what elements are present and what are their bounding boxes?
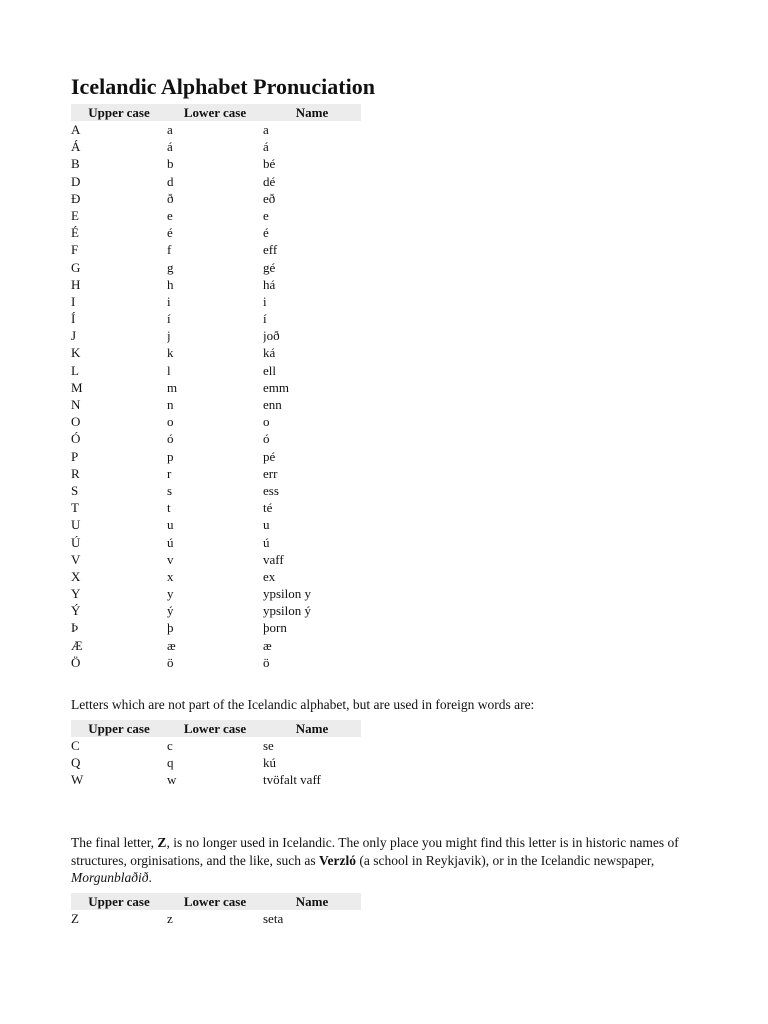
cell-name: u: [263, 517, 270, 533]
table-row: [71, 585, 361, 602]
cell-upper-case: E: [71, 207, 79, 223]
cell-lower-case: o: [167, 414, 174, 430]
cell-lower-case: u: [167, 517, 174, 533]
table-header: [71, 104, 361, 121]
cell-lower-case: y: [167, 586, 174, 602]
cell-lower-case: b: [167, 156, 174, 172]
table-row: [71, 430, 361, 447]
cell-lower-case: z: [167, 911, 173, 926]
cell-name: tvöfalt vaff: [263, 772, 321, 788]
table-row: [71, 259, 361, 276]
table-row: [71, 379, 361, 396]
verzlo-bold: Verzló: [318, 852, 356, 868]
cell-upper-case: Æ: [71, 637, 83, 653]
table-row: [71, 534, 361, 551]
table-body: [71, 737, 361, 789]
cell-name: kú: [263, 755, 276, 771]
cell-name: ká: [263, 345, 276, 361]
cell-upper-case: S: [71, 482, 79, 498]
cell-name: vaff: [263, 551, 284, 567]
table-row: [71, 155, 361, 172]
cell-name: ess: [263, 482, 279, 498]
cell-name: pé: [263, 448, 276, 464]
cell-lower-case: t: [167, 500, 171, 516]
cell-name: emm: [263, 379, 289, 395]
cell-lower-case: p: [167, 448, 174, 464]
table-row: [71, 771, 361, 788]
table-row: [71, 910, 361, 927]
foreign-letters-intro: Letters which are not part of the Icelandic alphabet, but are used in foreign words are:: [71, 697, 535, 712]
cell-lower-case: x: [167, 568, 174, 584]
cell-name: a: [263, 122, 269, 137]
cell-lower-case: n: [167, 397, 174, 412]
cell-lower-case: c: [167, 738, 173, 753]
cell-lower-case: í: [167, 311, 171, 327]
cell-lower-case: s: [167, 482, 173, 498]
table-row: [71, 310, 361, 327]
table-row: [71, 448, 361, 465]
cell-upper-case: F: [71, 242, 79, 258]
cell-name: ó: [263, 431, 270, 447]
cell-upper-case: T: [71, 500, 79, 516]
cell-upper-case: A: [71, 122, 81, 137]
cell-upper-case: Ð: [71, 190, 81, 206]
cell-upper-case: L: [71, 362, 79, 378]
cell-lower-case: e: [167, 207, 173, 223]
cell-upper-case: Ó: [71, 431, 81, 447]
cell-name: é: [263, 225, 269, 241]
header-name: Name: [295, 105, 329, 120]
cell-upper-case: D: [71, 173, 81, 189]
table-row: [71, 413, 361, 430]
cell-name: o: [263, 414, 270, 430]
para-text: The final letter,: [71, 835, 158, 850]
cell-upper-case: Í: [71, 311, 76, 327]
table-row: [71, 499, 361, 516]
final-letter-table: [71, 893, 361, 927]
table-row: [71, 241, 361, 258]
cell-lower-case: r: [167, 465, 172, 481]
cell-name: enn: [263, 397, 282, 412]
table-row: [71, 568, 361, 585]
cell-name: err: [263, 465, 278, 481]
cell-name: joð: [263, 328, 280, 344]
table-row: [71, 654, 361, 671]
cell-lower-case: á: [167, 139, 173, 155]
cell-upper-case: C: [71, 738, 80, 753]
cell-name: ell: [263, 362, 276, 378]
newspaper-name-italic: Morgunblaðið: [71, 870, 149, 885]
cell-name: há: [263, 276, 276, 292]
cell-name: bé: [263, 156, 276, 172]
cell-name: té: [263, 500, 273, 516]
cell-lower-case: d: [167, 173, 174, 189]
table-row: [71, 602, 361, 619]
table-row: [71, 327, 361, 344]
header-name: Name: [295, 721, 329, 736]
table-row: [71, 138, 361, 155]
cell-upper-case: Ý: [71, 603, 81, 619]
cell-upper-case: G: [71, 259, 81, 275]
cell-lower-case: a: [167, 122, 173, 137]
cell-lower-case: j: [167, 328, 171, 344]
table-body: [71, 910, 361, 927]
cell-upper-case: X: [71, 568, 81, 584]
cell-lower-case: f: [167, 242, 172, 258]
cell-upper-case: O: [71, 414, 81, 430]
cell-upper-case: M: [71, 379, 83, 395]
cell-lower-case: h: [167, 276, 174, 292]
table-row: [71, 121, 361, 138]
cell-lower-case: ð: [167, 190, 174, 206]
cell-lower-case: g: [167, 259, 174, 275]
cell-name: se: [263, 738, 274, 753]
table-row: [71, 551, 361, 568]
cell-lower-case: w: [167, 772, 177, 788]
final-letter-paragraph: [71, 834, 711, 887]
table-row: [71, 344, 361, 361]
cell-upper-case: H: [71, 276, 81, 292]
table-row: [71, 482, 361, 499]
table-row: [71, 224, 361, 241]
cell-name: ú: [263, 534, 270, 550]
table-row: [71, 362, 361, 379]
cell-lower-case: m: [167, 379, 178, 395]
header-lower-case: Lower case: [183, 105, 247, 120]
header-name: Name: [295, 894, 329, 909]
header-upper-case: Upper case: [88, 105, 150, 120]
table-row: [71, 637, 361, 654]
cell-name: í: [263, 311, 267, 327]
cell-lower-case: l: [167, 362, 171, 378]
table-row: [71, 173, 361, 190]
cell-name: ö: [263, 654, 270, 670]
cell-lower-case: ó: [167, 431, 174, 447]
cell-name: þorn: [263, 620, 287, 636]
cell-name: æ: [263, 637, 272, 653]
cell-lower-case: é: [167, 225, 173, 241]
cell-name: ex: [263, 568, 276, 584]
cell-upper-case: P: [71, 448, 79, 464]
header-lower-case: Lower case: [183, 721, 247, 736]
para-text: .: [148, 870, 152, 885]
cell-name: ypsilon ý: [263, 603, 312, 619]
cell-upper-case: U: [71, 517, 81, 533]
table-row: [71, 619, 361, 636]
table-row: [71, 293, 361, 310]
para-text: , is no longer used in Icelandic. The only place you might find this letter is in historic names of structures, orginisations, and the like, such as: [71, 835, 679, 868]
cell-name: á: [263, 139, 269, 155]
cell-lower-case: ý: [167, 603, 174, 619]
cell-upper-case: N: [71, 397, 81, 412]
table-row: [71, 396, 361, 413]
table-row: [71, 737, 361, 754]
table-header: [71, 720, 361, 737]
cell-upper-case: Ö: [71, 654, 81, 670]
cell-name: ypsilon y: [263, 586, 312, 602]
table-row: [71, 207, 361, 224]
cell-upper-case: Y: [71, 586, 81, 602]
table-row: [71, 516, 361, 533]
cell-name: e: [263, 207, 269, 223]
alphabet-table: [71, 104, 361, 671]
cell-upper-case: Á: [71, 139, 81, 155]
cell-lower-case: ö: [167, 654, 174, 670]
cell-name: eff: [263, 242, 278, 258]
page-title: Icelandic Alphabet Pronuciation: [71, 74, 375, 99]
cell-upper-case: Q: [71, 755, 81, 771]
cell-upper-case: É: [71, 225, 79, 241]
foreign-letters-table: [71, 720, 361, 789]
para-text: (a school in Reykjavik), or in the Icelandic newspaper,: [355, 852, 655, 868]
cell-upper-case: Þ: [71, 620, 79, 636]
table-body: [71, 121, 361, 671]
cell-name: gé: [263, 259, 276, 275]
header-lower-case: Lower case: [183, 894, 247, 909]
cell-lower-case: i: [167, 293, 171, 309]
table-row: [71, 465, 361, 482]
letter-z-bold: Z: [157, 835, 167, 850]
cell-name: i: [263, 293, 267, 309]
table-row: [71, 276, 361, 293]
cell-upper-case: B: [71, 156, 80, 172]
cell-lower-case: þ: [167, 620, 174, 636]
table-header: [71, 893, 361, 910]
cell-upper-case: V: [71, 551, 81, 567]
cell-name: eð: [263, 190, 276, 206]
header-upper-case: Upper case: [88, 721, 150, 736]
cell-lower-case: k: [167, 345, 174, 361]
cell-upper-case: W: [71, 772, 84, 788]
cell-lower-case: v: [167, 551, 174, 567]
table-row: [71, 754, 361, 771]
table-row: [71, 190, 361, 207]
cell-upper-case: K: [71, 345, 81, 361]
cell-upper-case: Ú: [71, 534, 81, 550]
cell-name: dé: [263, 173, 276, 189]
cell-lower-case: ú: [167, 534, 174, 550]
cell-lower-case: æ: [167, 637, 176, 653]
cell-lower-case: q: [167, 755, 174, 771]
cell-upper-case: R: [71, 465, 80, 481]
cell-upper-case: J: [71, 328, 77, 344]
cell-upper-case: Z: [71, 911, 79, 926]
cell-name: seta: [263, 911, 284, 926]
cell-upper-case: I: [71, 293, 76, 309]
header-upper-case: Upper case: [88, 894, 150, 909]
